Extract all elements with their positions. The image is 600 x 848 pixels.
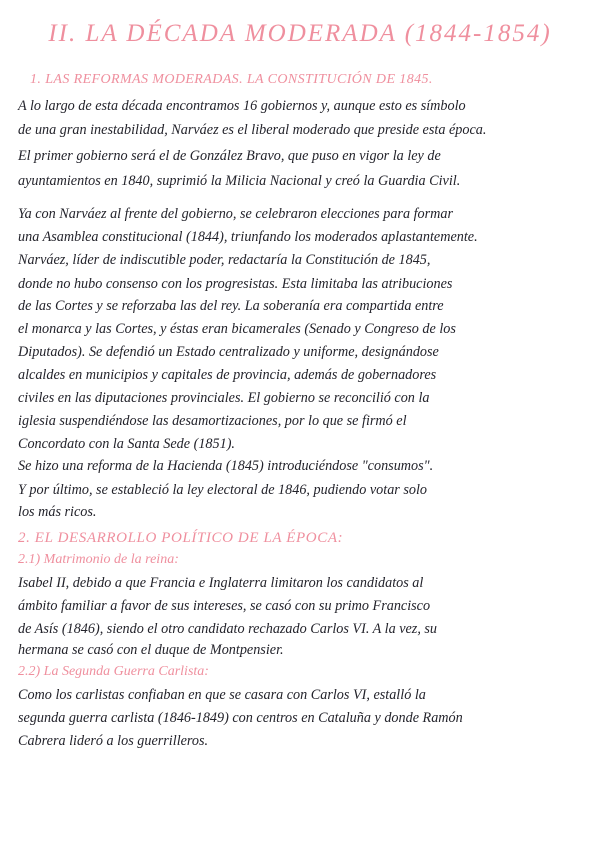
text-line: hermana se casó con el duque de Montpensier. — [18, 642, 284, 658]
text-line: donde no hubo consenso con los progresistas. Esta limitaba las atribuciones — [18, 276, 453, 292]
text-line: A lo largo de esta década encontramos 16 gobiernos y, aunque esto es símbolo — [18, 98, 466, 114]
text-line: de Asís (1846), siendo el otro candidato rechazado Carlos VI. A la vez, su — [18, 621, 438, 637]
text-line: Concordato con la Santa Sede (1851). — [18, 436, 235, 452]
text-line: Cabrera lideró a los guerrilleros. — [18, 733, 209, 749]
text-line: Diputados). Se defendió un Estado centralizado y uniforme, designándose — [18, 344, 439, 360]
text-line: segunda guerra carlista (1846-1849) con centros en Cataluña y donde Ramón — [18, 710, 463, 726]
text-line: iglesia suspendiéndose las desamortizaciones, por lo que se firmó el — [18, 413, 407, 429]
page-title: II. LA DÉCADA MODERADA (1844-1854) — [48, 20, 552, 47]
text-line: ayuntamientos en 1840, suprimió la Milicia Nacional y creó la Guardia Civil. — [18, 173, 461, 189]
section-heading-reformas: 1. LAS REFORMAS MODERADAS. LA CONSTITUCIÓN DE 1845. — [30, 72, 433, 87]
text-line: el monarca y las Cortes, y éstas eran bicamerales (Senado y Congreso de los — [18, 321, 456, 337]
text-line: una Asamblea constitucional (1844), triunfando los moderados aplastantemente. — [18, 229, 478, 245]
text-line: Como los carlistas confiaban en que se casara con Carlos VI, estalló la — [18, 687, 426, 703]
text-line: Narváez, líder de indiscutible poder, redactaría la Constitución de 1845, — [18, 252, 431, 268]
subsection-heading-guerra-carlista: 2.2) La Segunda Guerra Carlista: — [18, 664, 209, 679]
text-line: Isabel II, debido a que Francia e Inglaterra limitaron los candidatos al — [18, 575, 424, 591]
section-heading-desarrollo: 2. EL DESARROLLO POLÍTICO DE LA ÉPOCA: — [18, 530, 344, 546]
subsection-heading-matrimonio: 2.1) Matrimonio de la reina: — [18, 552, 179, 567]
text-line: Ya con Narváez al frente del gobierno, se celebraron elecciones para formar — [18, 206, 454, 222]
text-line: de las Cortes y se reforzaba las del rey. La soberanía era compartida entre — [18, 298, 444, 314]
text-line: Se hizo una reforma de la Hacienda (1845) introduciéndose "consumos". — [18, 458, 434, 474]
text-line: ámbito familiar a favor de sus intereses, se casó con su primo Francisco — [18, 598, 431, 614]
text-line: los más ricos. — [18, 504, 97, 520]
text-line: de una gran inestabilidad, Narváez es el liberal moderado que preside esta época. — [18, 122, 487, 138]
text-line: El primer gobierno será el de González Bravo, que puso en vigor la ley de — [18, 148, 441, 164]
text-line: Y por último, se estableció la ley electoral de 1846, pudiendo votar solo — [18, 482, 428, 498]
text-line: alcaldes en municipios y capitales de provincia, además de gobernadores — [18, 367, 437, 383]
text-line: civiles en las diputaciones provinciales. El gobierno se reconcilió con la — [18, 390, 430, 406]
